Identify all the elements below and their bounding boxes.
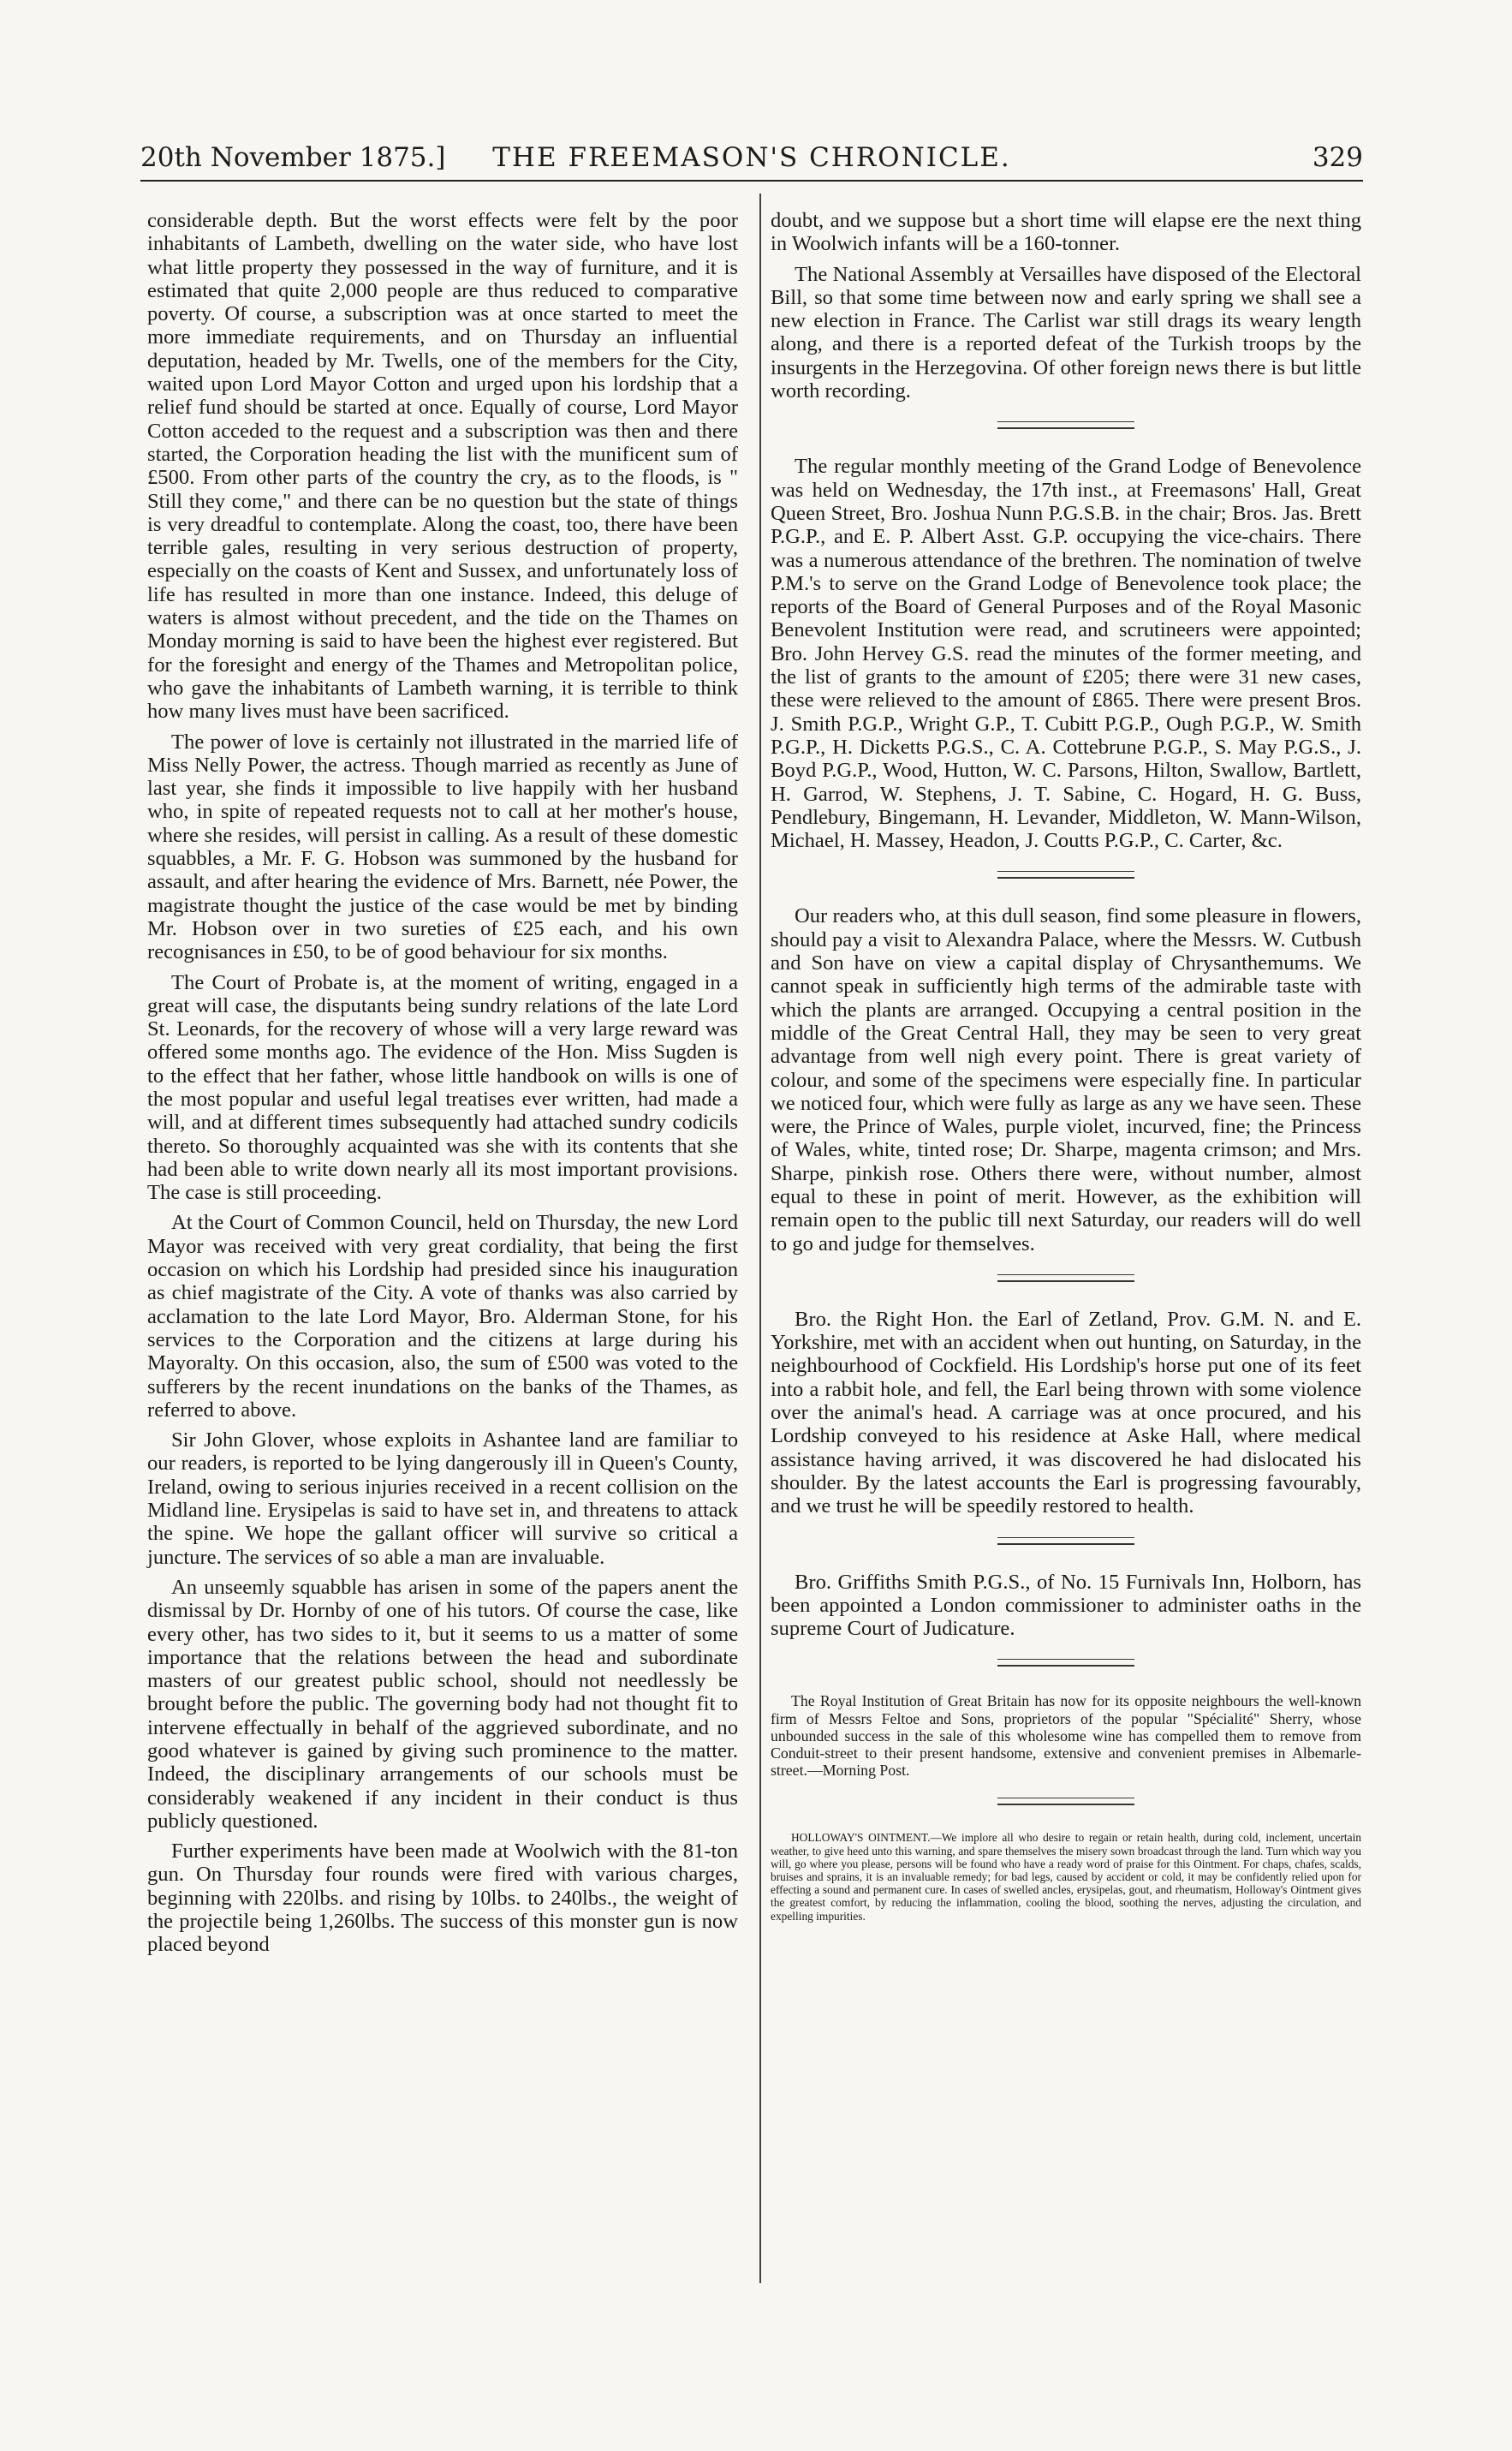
- article-earl-of-zetland: Bro. the Right Hon. the Earl of Zetland, Prov. G.M. N. and E. Yorkshire, met with an accident when out hunting, on Saturday, in the neighbourhood of Cockfield. His Lordship's horse put one of its feet into a rabbit hole, and fell, the Earl being thrown with some violence over the animal's head. A carriage was at once procured, and his Lordship conveyed to his residence at Aske Hall, where medical assistance having arrived, it was discovered he had dislocated his shoulder. By the latest accounts the Earl is progressing favourably, and we trust he will be speedily restored to health.: [771, 1307, 1361, 1518]
- article-woolwich-gun: Further experiments have been made at Woolwich with the 81-ton gun. On Thursday four rounds were fired with various charges, beginning with 220lbs. and rising by 10lbs. to 240lbs., the weight of the projectile being 1,260lbs. The success of this monster gun is now placed beyond: [147, 1840, 738, 1957]
- article-hornby-dismissal: An unseemly squabble has arisen in some of the papers anent the dismissal by Dr. Hornby of one of his tutors. Of course the case, like every other, has two sides to it, but it seems to us a matter of some importance that the relations between the head and subordinate masters of our greatest public school, should not needlessly be brought before the public. The governing body had not thought fit to intervene effectually in behalf of the aggrieved subordinate, and no good whatever is gained by giving such prominence to the matter. Indeed, the disciplinary arrangements of our schools must be considerably weakened if any incident in their conduct is thus publicly questioned.: [147, 1575, 738, 1833]
- article-court-of-probate: The Court of Probate is, at the moment of writing, engaged in a great will case, the disputants being sundry relations of the late Lord St. Leonards, for the recovery of whose will a very large reward was offered some months ago. The evidence of the Hon. Miss Sugden is to the effect that her father, whose little handbook on wills is one of the most popular and useful legal treatises ever written, had made a will, and at different times subsequently had attached sundry codicils thereto. So thoroughly acquainted was she with its contents that she had been able to write down nearly all its most important provisions. The case is still proceeding.: [147, 970, 738, 1205]
- advert-holloway-block: [771, 1831, 1361, 1922]
- article-foreign-news: The National Assembly at Versailles have disposed of the Electoral Bill, so that some time between now and early spring we shall see a new election in France. The Carlist war still drags its weary length along, and there is a reported defeat of the Turkish troops by the insurgents in the Herzegovina. Of other foreign news there is but little worth recording.: [771, 262, 1361, 403]
- section-rule: [997, 1274, 1134, 1282]
- article-griffiths-smith: Bro. Griffiths Smith P.G.S., of No. 15 Furnivals Inn, Holborn, has been appointed a London commissioner to administer oaths in the supreme Court of Judicature.: [771, 1570, 1361, 1641]
- advert-holloway-ointment: HOLLOWAY'S OINTMENT.—We implore all who desire to regain or retain health, during cold, inclement, uncertain weather, to give heed unto this warning, and spare themselves the misery sown broadcast through the land. Turn which way you will, go where you please, persons will be found who have a ready word of praise for this Ointment. For chaps, chafes, scalds, bruises and sprains, it is an invaluable remedy; for bad legs, caused by accident or cold, it may be confidently relied upon for effecting a sound and permanent cure. In cases of swelled ancles, erysipelas, gout, and rheumatism, Holloway's Ointment gives the greatest comfort, by reducing the inflammation, cooling the blood, soothing the nerves, adjusting the circulation, and expelling impurities.: [771, 1831, 1361, 1923]
- article-woolwich-continued: doubt, and we suppose but a short time will elapse ere the next thing in Woolwich infants will be a 160-tonner.: [771, 209, 1361, 256]
- column-divider: [759, 194, 761, 2283]
- section-rule: [997, 421, 1134, 429]
- header-title: THE FREEMASON'S CHRONICLE.: [492, 142, 1011, 173]
- section-rule: [997, 1659, 1134, 1667]
- notice-royal-institution: The Royal Institution of Great Britain has now for its opposite neighbours the well-known firm of Messrs Feltoe and Sons, proprietors of the popular "Spécialité" Sherry, whose unbounded success in the sale of this wholesome wine has compelled them to remove from Conduit-street to their present handsome, extensive and convenient premises in Albemarle-street.—Morning Post.: [771, 1692, 1361, 1780]
- article-grand-lodge: The regular monthly meeting of the Grand Lodge of Benevolence was held on Wednesday, the 17th inst., at Freemasons' Hall, Great Queen Street, Bro. Joshua Nunn P.G.S.B. in the chair; Bros. Jas. Brett P.G.P., and E. P. Albert Asst. G.P. occupying the vice-chairs. There was a numerous attendance of the brethren. The nomination of twelve P.M.'s to serve on the Grand Lodge of Benevolence took place; the reports of the Board of General Purposes and of the Royal Masonic Benevolent Institution were read, and scrutineers were appointed; Bro. John Hervey G.S. read the minutes of the former meeting, and the list of grants to the amount of £205; there were 31 new cases, these were relieved to the amount of £865. There were present Bros. J. Smith P.G.P., Wright G.P., T. Cubitt P.G.P., Ough P.G.P., W. Smith P.G.P., H. Dicketts P.G.S., C. A. Cottebrune P.G.P., S. May P.G.S., J. Boyd P.G.P., Wood, Hutton, W. C. Parsons, Hilton, Swallow, Bartlett, H. Garrod, W. Stephens, J. T. Sabine, C. Hogard, H. G. Buss, Pendlebury, Bingemann, H. Levander, Middleton, W. Mann-Wilson, Michael, H. Massey, Headon, J. Coutts P.G.P., C. Carter, &c.: [771, 455, 1361, 853]
- article-john-glover: Sir John Glover, whose exploits in Ashantee land are familiar to our readers, is reported to be lying dangerously ill in Queen's County, Ireland, owing to serious injuries received in a recent collision on the Midland line. Erysipelas is said to have set in, and threatens to attack the spine. We hope the gallant officer will survive so critical a juncture. The services of so able a man are invaluable.: [147, 1428, 738, 1569]
- section-rule: [997, 1537, 1134, 1545]
- article-chrysanthemums: Our readers who, at this dull season, find some pleasure in flowers, should pay a visit to Alexandra Palace, where the Messrs. W. Cutbush and Son have on view a capital display of Chrysanthemums. We cannot speak in sufficiently high terms of the admirable taste with which the plants are arranged. Occupying a central position in the middle of the Great Central Hall, they may be seen to very great advantage from well nigh every point. There is great variety of colour, and some of the specimens were especially fine. In particular we noticed four, which were fully as large as any we have seen. These were, the Prince of Wales, purple violet, incurved, fine; the Princess of Wales, white, tinted rose; Dr. Sharpe, magenta crimson; and Mrs. Sharpe, pinkish rose. Others there were, without number, almost equal to these in point of merit. However, as the exhibition will remain open to the public till next Saturday, our readers will do well to go and judge for themselves.: [771, 904, 1361, 1255]
- page-number: 329: [1312, 142, 1363, 173]
- left-column: [147, 209, 738, 1964]
- header-date: 20th November 1875.]: [140, 142, 446, 173]
- section-rule: [997, 871, 1134, 879]
- article-common-council: At the Court of Common Council, held on Thursday, the new Lord Mayor was received with very great cordiality, that being the first occasion on which his Lordship had presided since his inauguration as chief magistrate of the City. A vote of thanks was also carried by acclamation to the late Lord Mayor, Bro. Alderman Stone, for his services to the Corporation and the citizens at large during his Mayoralty. On this occasion, also, the sum of £500 was voted to the sufferers by the recent inundations on the banks of the Thames, as referred to above.: [147, 1211, 738, 1422]
- notice-royal-institution-block: [771, 1692, 1361, 1779]
- article-floods: considerable depth. But the worst effects were felt by the poor inhabitants of Lambeth, dwelling on the water side, who have lost what little property they possessed in the way of furniture, and it is estimated that quite 2,000 people are thus reduced to comparative poverty. Of course, a subscription was at once started to meet the more immediate requirements, and on Thursday an influential deputation, headed by Mr. Twells, one of the members for the City, waited upon Lord Mayor Cotton and urged upon his lordship that a relief fund should be started at once. Equally of course, Lord Mayor Cotton acceded to the request and a subscription was then and there started, the Corporation heading the list with the munificent sum of £500. From other parts of the country the cry, as to the floods, is " Still they come," and there can be no question but the state of things is very dreadful to contemplate. Along the coast, too, there have been terrible gales, resulting in very serious destruction of property, especially on the coasts of Kent and Sussex, and unfortunately loss of life has resulted in more than one instance. Indeed, this deluge of waters is almost without precedent, and the tide on the Thames on Monday morning is said to have been the highest ever registered. But for the foresight and energy of the Thames and Metropolitan police, who gave the inhabitants of Lambeth warning, it is terrible to think how many lives must have been sacrificed.: [147, 209, 738, 724]
- page-header: [140, 135, 1363, 182]
- section-rule: [997, 1798, 1134, 1805]
- article-nelly-power: The power of love is certainly not illustrated in the married life of Miss Nelly Power, the actress. Though married as recently as June of last year, she finds it impossible to live happily with her husband who, in spite of repeated requests not to call at her mother's house, where she resides, will persist in calling. As a result of these domestic squabbles, a Mr. F. G. Hobson was summoned by the husband for assault, and after hearing the evidence of Mrs. Barnett, née Power, the magistrate thought the justice of the case would be met by binding Mr. Hobson over in two sureties of £25 each, and his own recognisances in £50, to be of good behaviour for six months.: [147, 730, 738, 964]
- right-column: [771, 209, 1361, 1929]
